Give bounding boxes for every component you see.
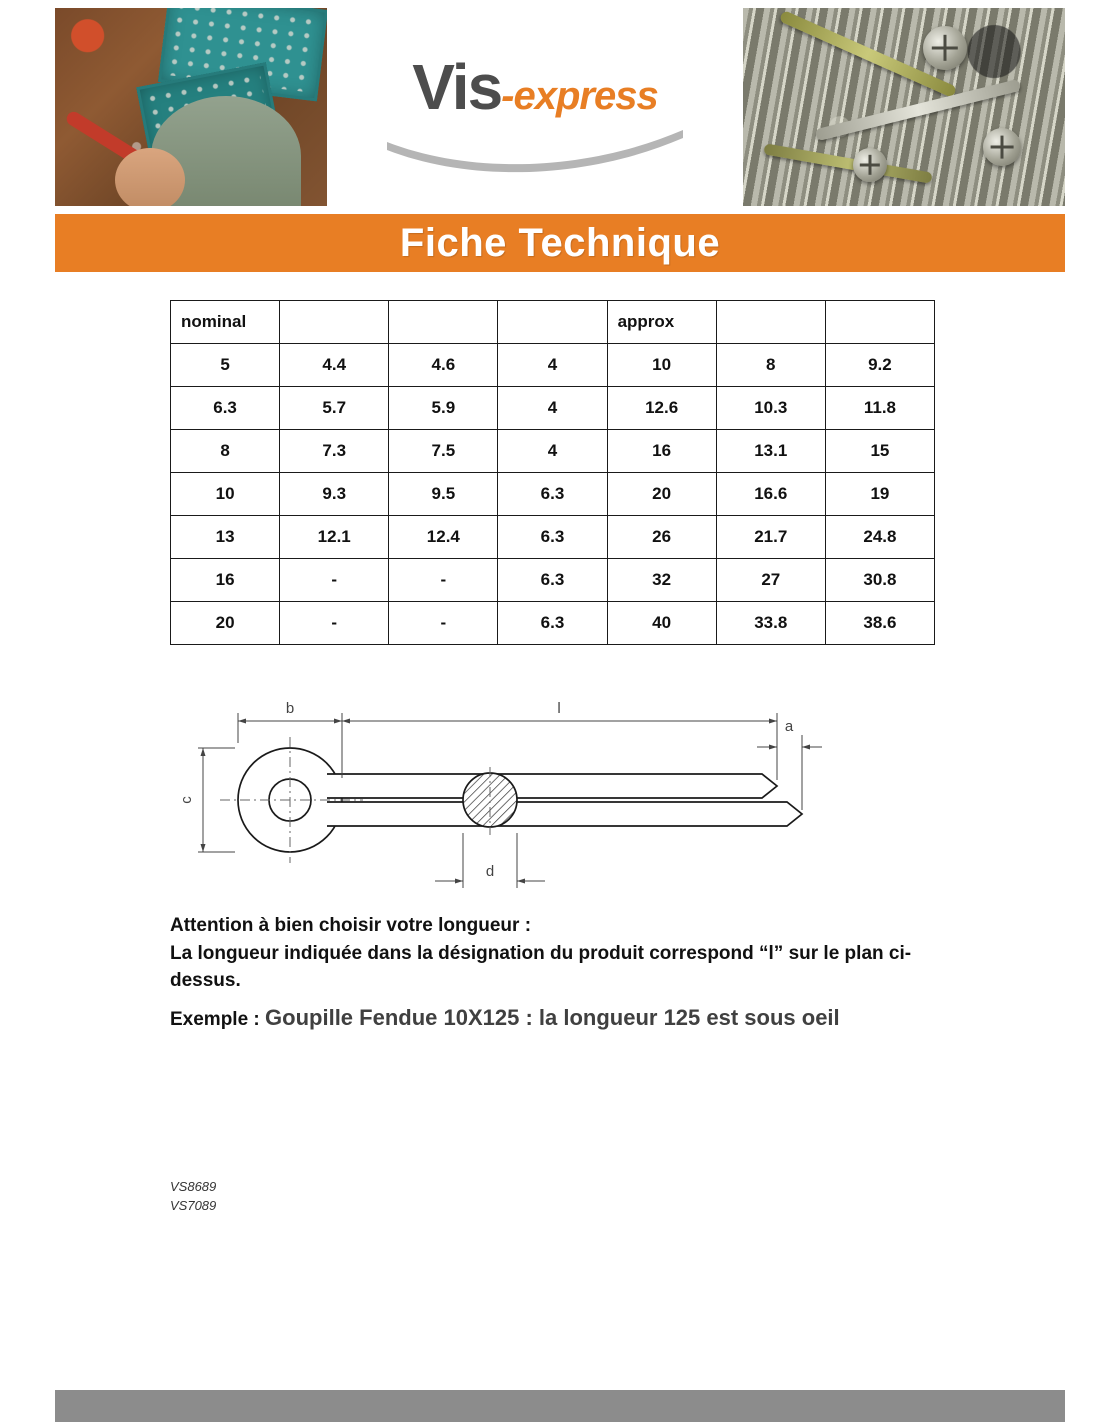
product-ref: VS7089: [170, 1197, 217, 1213]
note-attention: Attention à bien choisir votre longueur :: [170, 915, 532, 936]
header-photo-right: [743, 8, 1065, 206]
hand-shape: [115, 148, 185, 206]
dimension-a: [757, 735, 822, 810]
page-title: Fiche Technique: [399, 220, 721, 265]
example-prefix: Exemple :: [170, 1008, 266, 1030]
product-ref: VS8689: [170, 1179, 217, 1194]
table-cell: 21.7: [716, 516, 825, 559]
logo-vis-text: Vis: [412, 51, 502, 123]
spec-table-head-row: [171, 301, 935, 344]
table-row: [171, 602, 935, 645]
table-row: [171, 516, 935, 559]
arrow: [802, 745, 810, 750]
table-cell: 30.8: [825, 559, 934, 602]
table-header-cell: nominal: [171, 301, 280, 344]
arrow: [342, 719, 350, 724]
title-banner: [55, 214, 1065, 272]
header: [55, 8, 1065, 206]
table-cell: 6.3: [171, 387, 280, 430]
table-cell: 5: [171, 344, 280, 387]
product-refs: [170, 1178, 216, 1216]
table-cell: 9.2: [825, 344, 934, 387]
table-cell: 12.6: [607, 387, 716, 430]
table-cell: 12.1: [280, 516, 389, 559]
dimension-l: [342, 713, 777, 780]
table-cell: 6.3: [498, 516, 607, 559]
table-cell: 5.9: [389, 387, 498, 430]
table-cell: -: [389, 602, 498, 645]
table-cell: 6.3: [498, 602, 607, 645]
table-cell: 10.3: [716, 387, 825, 430]
table-cell: 8: [716, 344, 825, 387]
logo-express-text: -express: [501, 74, 658, 118]
spec-table: [170, 300, 935, 645]
table-cell: 20: [607, 473, 716, 516]
arrow: [238, 719, 246, 724]
table-cell: 4: [498, 387, 607, 430]
note-example: [170, 1005, 960, 1031]
table-header-cell: [498, 301, 607, 344]
table-row: [171, 559, 935, 602]
table-cell: 13.1: [716, 430, 825, 473]
table-row: [171, 430, 935, 473]
table-cell: 5.7: [280, 387, 389, 430]
table-cell: 10: [607, 344, 716, 387]
pin-top-prong: [327, 774, 777, 798]
arrow: [517, 879, 525, 884]
table-cell: 4: [498, 430, 607, 473]
table-cell: 9.3: [280, 473, 389, 516]
table-cell: 24.8: [825, 516, 934, 559]
table-row: [171, 387, 935, 430]
footer-bar: [55, 1390, 1065, 1422]
label-a: a: [784, 718, 794, 735]
table-cell: 7.3: [280, 430, 389, 473]
table-cell: 27: [716, 559, 825, 602]
table-header-cell: [280, 301, 389, 344]
table-cell: 4.6: [389, 344, 498, 387]
table-header-cell: [825, 301, 934, 344]
spec-table-body: [171, 344, 935, 645]
table-cell: 32: [607, 559, 716, 602]
vis-express-logo: [327, 50, 743, 124]
notes-block: [170, 912, 960, 1050]
label-c: c: [178, 796, 195, 804]
table-cell: 12.4: [389, 516, 498, 559]
table-cell: 6.3: [498, 473, 607, 516]
header-center: [327, 8, 743, 206]
arrow: [769, 745, 777, 750]
table-cell: -: [389, 559, 498, 602]
table-cell: 19: [825, 473, 934, 516]
table-cell: 40: [607, 602, 716, 645]
table-header-cell: [389, 301, 498, 344]
table-header-cell: [716, 301, 825, 344]
table-row: [171, 344, 935, 387]
table-cell: 26: [607, 516, 716, 559]
table-cell: 6.3: [498, 559, 607, 602]
table-cell: 8: [171, 430, 280, 473]
table-cell: 16: [607, 430, 716, 473]
table-cell: 20: [171, 602, 280, 645]
screw-head-shape: [983, 128, 1021, 166]
arrow: [455, 879, 463, 884]
screw-shape: [763, 143, 932, 183]
screw-head-shape: [853, 148, 887, 182]
table-cell: 13: [171, 516, 280, 559]
table-row: [171, 473, 935, 516]
arrow: [201, 748, 206, 756]
label-l: l: [557, 700, 561, 717]
table-cell: 4.4: [280, 344, 389, 387]
arrow: [769, 719, 777, 724]
header-photo-left: [55, 8, 327, 206]
arrow: [334, 719, 342, 724]
arrow: [201, 844, 206, 852]
table-cell: 15: [825, 430, 934, 473]
centerlines: [220, 737, 490, 863]
table-cell: -: [280, 559, 389, 602]
cotter-pin-diagram: [165, 685, 845, 910]
note-length-explanation: La longueur indiquée dans la désignation du produit correspond “l” sur le plan ci-dessus.: [170, 942, 912, 992]
table-cell: 11.8: [825, 387, 934, 430]
table-cell: 33.8: [716, 602, 825, 645]
table-cell: 7.5: [389, 430, 498, 473]
screw-head-shape: [923, 26, 967, 70]
table-cell: 9.5: [389, 473, 498, 516]
table-cell: -: [280, 602, 389, 645]
label-b: b: [285, 700, 295, 717]
table-cell: 4: [498, 344, 607, 387]
pin-bottom-prong: [327, 802, 802, 826]
label-d: d: [485, 863, 495, 880]
logo-swoosh: [385, 126, 685, 178]
table-cell: 10: [171, 473, 280, 516]
table-cell: 38.6: [825, 602, 934, 645]
table-cell: 16: [171, 559, 280, 602]
table-cell: 16.6: [716, 473, 825, 516]
example-text: Goupille Fendue 10X125 : la longueur 125 est sous oeil: [265, 1004, 840, 1030]
table-header-cell: approx: [607, 301, 716, 344]
